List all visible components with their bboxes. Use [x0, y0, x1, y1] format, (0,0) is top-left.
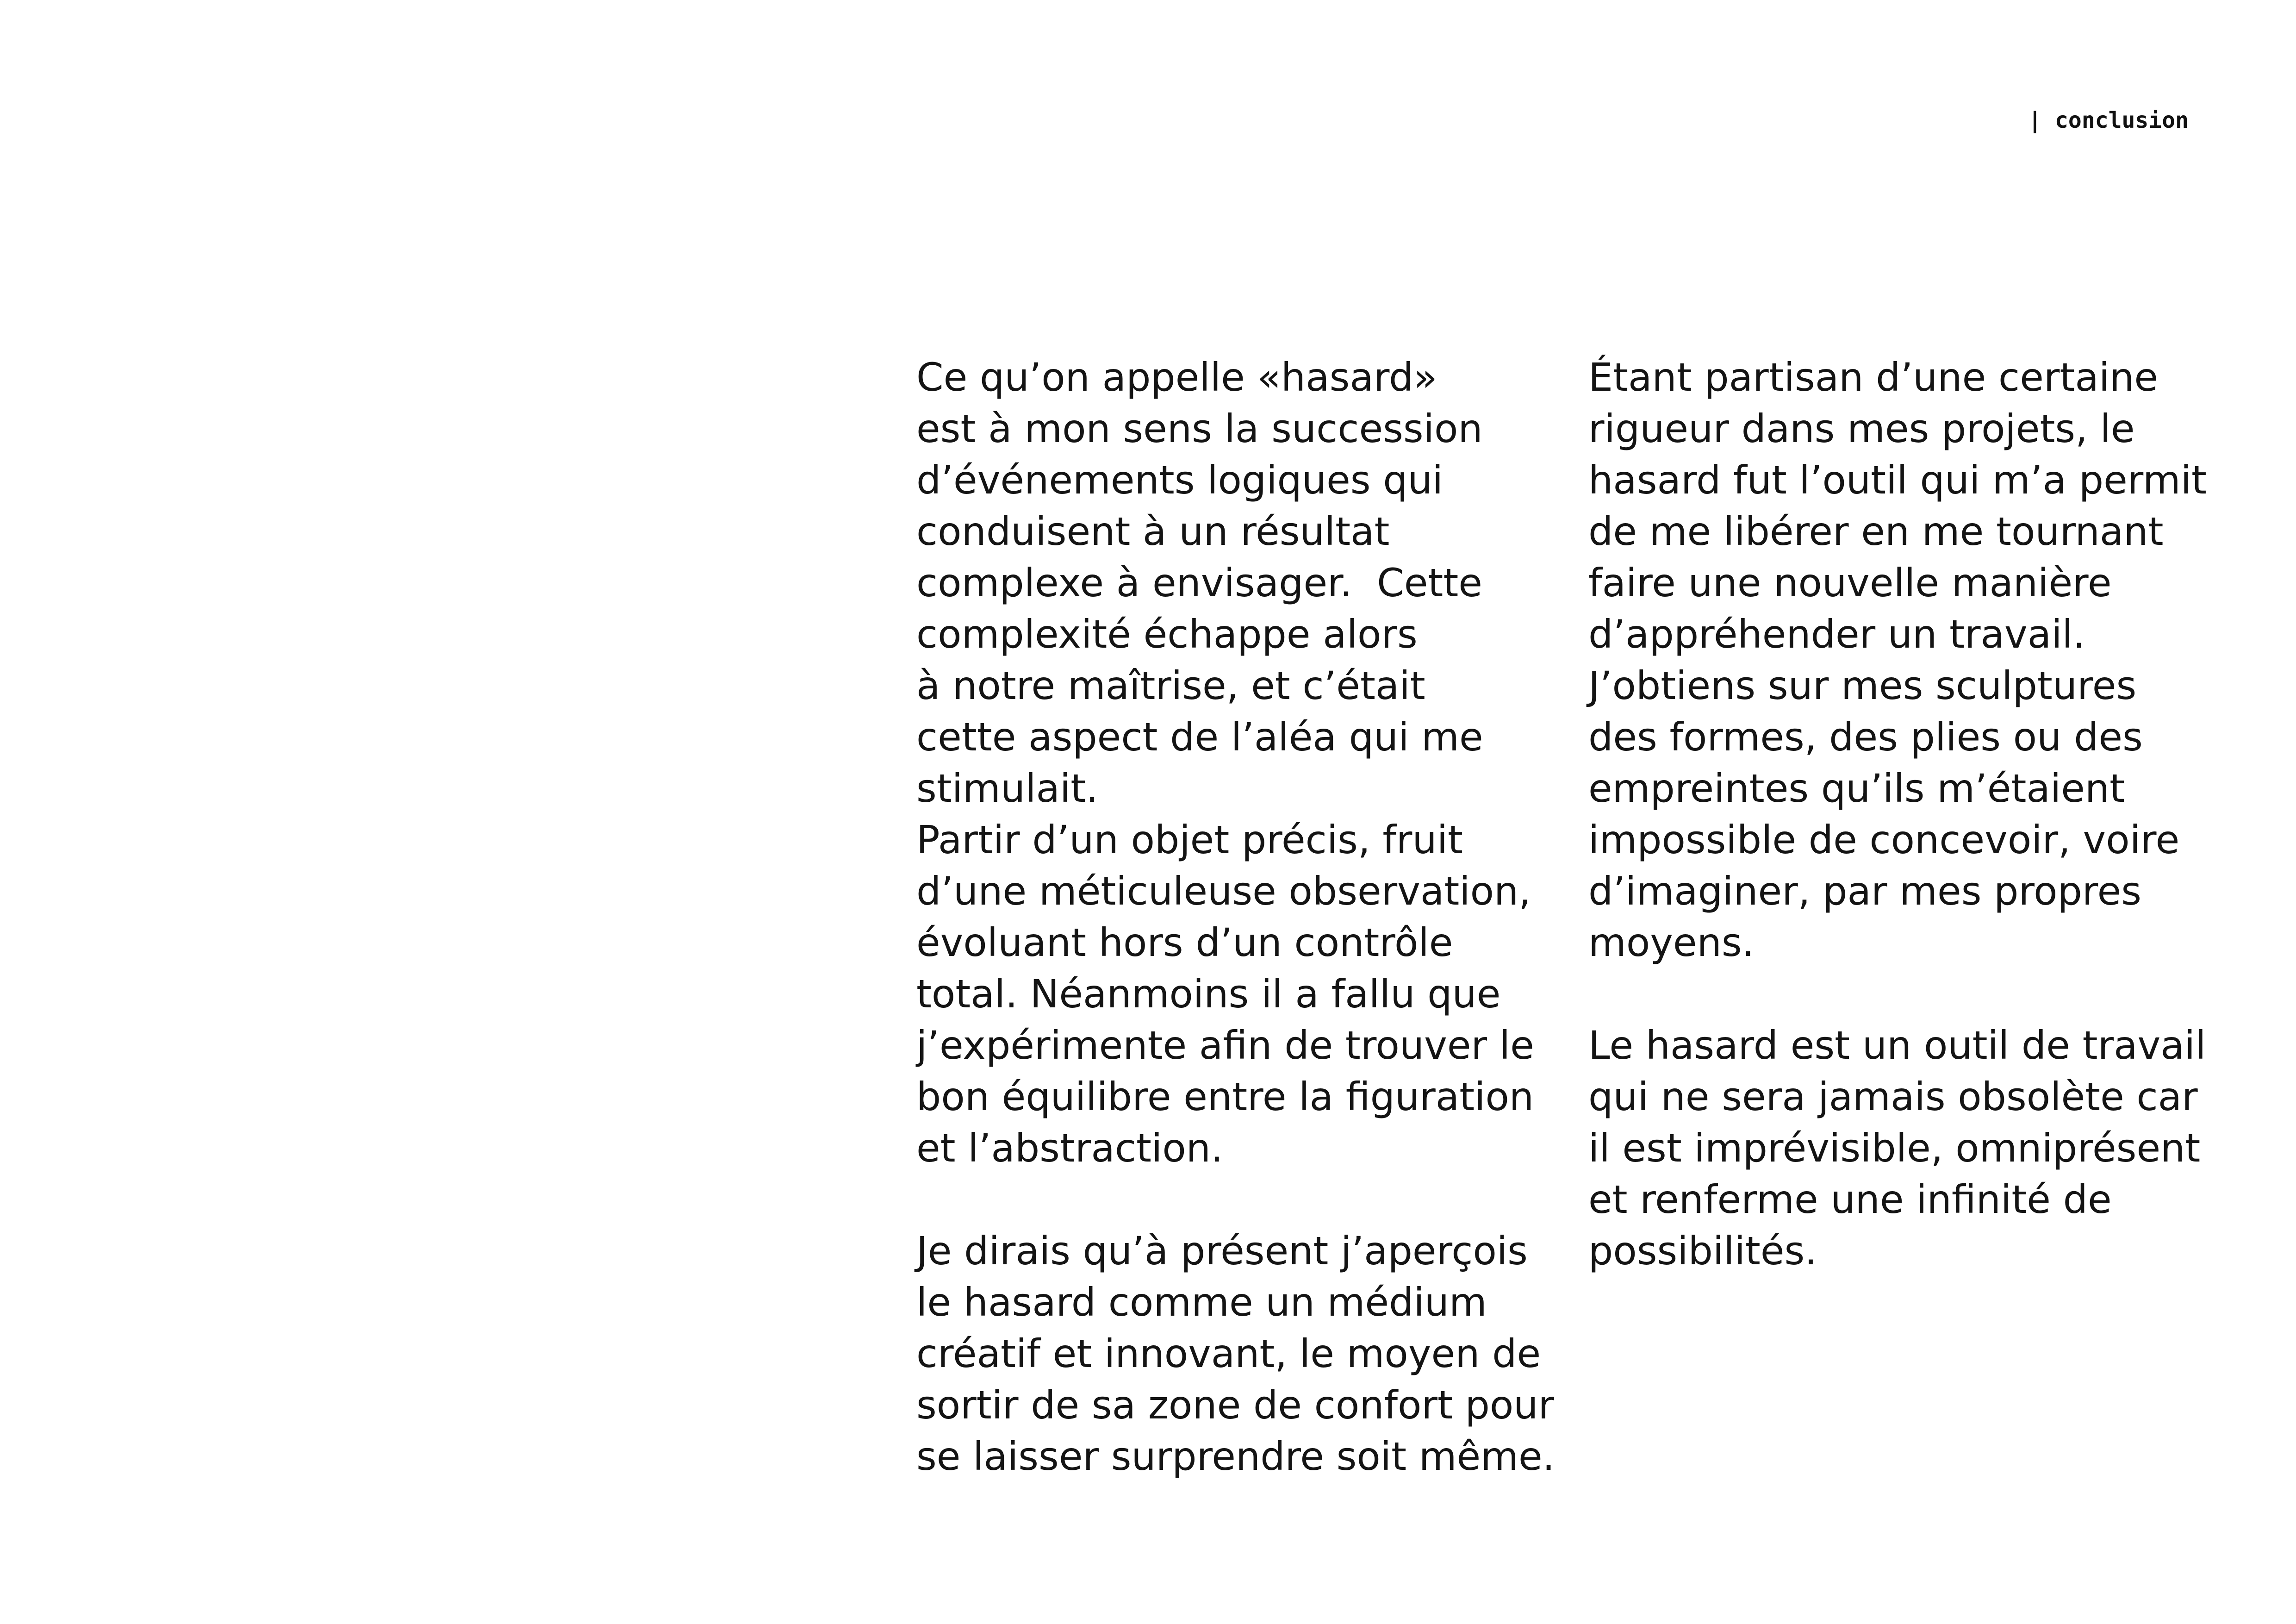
- text-line: rigueur dans mes projets, le: [1588, 406, 2135, 451]
- text-line: de me libérer en me tournant: [1588, 509, 2164, 554]
- text-line: hasard fut l’outil qui m’a permit: [1588, 457, 2207, 503]
- text-line: sortir de sa zone de confort pour: [916, 1382, 1555, 1428]
- text-line: des formes, des plies ou des: [1588, 714, 2143, 760]
- text-line: le hasard comme un médium: [916, 1280, 1487, 1325]
- text-line: complexité échappe alors: [916, 612, 1418, 657]
- text-line: est à mon sens la succession: [916, 406, 1483, 451]
- text-line: d’événements logiques qui: [916, 457, 1444, 503]
- text-line: stimulait.: [916, 766, 1098, 811]
- text-line: complexe à envisager. Cette: [916, 560, 1482, 606]
- text-line: d’une méticuleuse observation,: [916, 868, 1531, 914]
- text-line: Ce qu’on appelle «hasard»: [916, 355, 1437, 400]
- text-line: Le hasard est un outil de travail: [1588, 1023, 2206, 1068]
- text-line: j’expérimente afin de trouver le: [916, 1023, 1534, 1068]
- right-text-column: [1588, 352, 2236, 1277]
- text-line: impossible de concevoir, voire: [1588, 817, 2180, 862]
- text-line: conduisent à un résultat: [916, 509, 1390, 554]
- text-line: et renferme une infinité de: [1588, 1177, 2112, 1222]
- text-line: qui ne sera jamais obsolète car: [1588, 1074, 2198, 1119]
- text-line: il est imprévisible, omniprésent: [1588, 1125, 2201, 1171]
- text-line: d’imaginer, par mes propres: [1588, 868, 2142, 914]
- text-line: cette aspect de l’aléa qui me: [916, 714, 1483, 760]
- text-line: Étant partisan d’une certaine: [1588, 355, 2159, 400]
- text-line: total. Néanmoins il a fallu que: [916, 971, 1501, 1017]
- text-line: se laisser surprendre soit même.: [916, 1434, 1555, 1479]
- paragraph-gap: [916, 1174, 1564, 1225]
- text-line: et l’abstraction.: [916, 1125, 1223, 1171]
- text-line: empreintes qu’ils m’étaient: [1588, 766, 2125, 811]
- text-line: Je dirais qu’à présent j’aperçois: [916, 1228, 1528, 1274]
- text-line: bon équilibre entre la figuration: [916, 1074, 1534, 1119]
- text-line: faire une nouvelle manière: [1588, 560, 2112, 606]
- section-label: | conclusion: [2028, 107, 2189, 133]
- text-line: moyens.: [1588, 920, 1755, 965]
- text-line: J’obtiens sur mes sculptures: [1588, 663, 2137, 708]
- left-text-column: [916, 352, 1564, 1482]
- text-line: évoluant hors d’un contrôle: [916, 920, 1453, 965]
- text-line: créatif et innovant, le moyen de: [916, 1331, 1541, 1376]
- text-line: Partir d’un objet précis, fruit: [916, 817, 1463, 862]
- text-line: possibilités.: [1588, 1228, 1817, 1274]
- text-line: à notre maîtrise, et c’était: [916, 663, 1425, 708]
- text-line: d’appréhender un travail.: [1588, 612, 2085, 657]
- paragraph-gap: [1588, 968, 2236, 1020]
